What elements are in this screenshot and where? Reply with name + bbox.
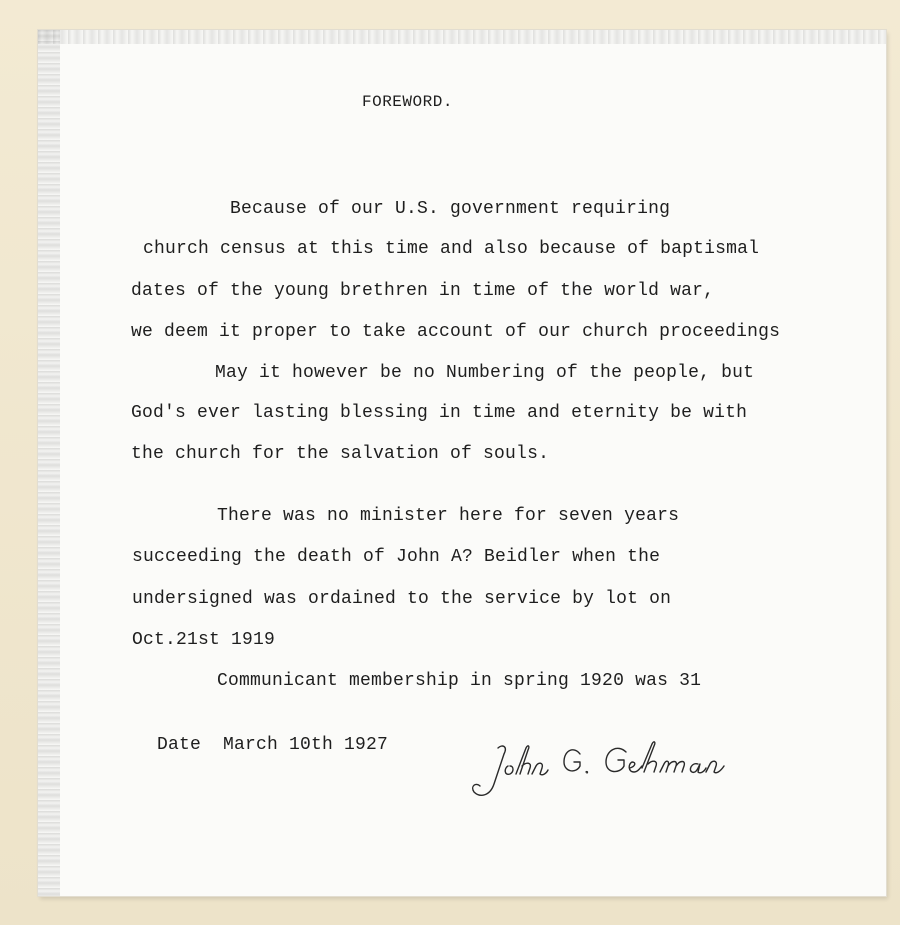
date-line: Date March 10th 1927 <box>157 735 389 755</box>
membership-line: Communicant membership in spring 1920 was 31 <box>217 671 702 691</box>
paragraph2-line-3: undersigned was ordained to the service by lot on <box>132 589 672 609</box>
paragraph1-line-2: church census at this time and also because of baptismal <box>143 239 760 259</box>
page-title: FOREWORD. <box>362 93 453 111</box>
paragraph1-line-4: we deem it proper to take account of our church proceedings <box>131 322 781 342</box>
paragraph1-line-6: God's ever lasting blessing in time and eternity be with <box>131 403 748 423</box>
paragraph1-line-1: Because of our U.S. government requiring <box>230 199 671 219</box>
handwritten-signature <box>468 738 768 808</box>
paragraph1-line-3: dates of the young brethren in time of the world war, <box>131 281 715 301</box>
paragraph2-line-1: There was no minister here for seven years <box>217 506 680 526</box>
paragraph2-line-4: Oct.21st 1919 <box>132 630 276 650</box>
paragraph1-line-7: the church for the salvation of souls. <box>131 444 550 464</box>
paragraph1-line-5: May it however be no Numbering of the people, but <box>215 363 755 383</box>
paragraph2-line-2: succeeding the death of John A? Beidler when the <box>132 547 661 567</box>
